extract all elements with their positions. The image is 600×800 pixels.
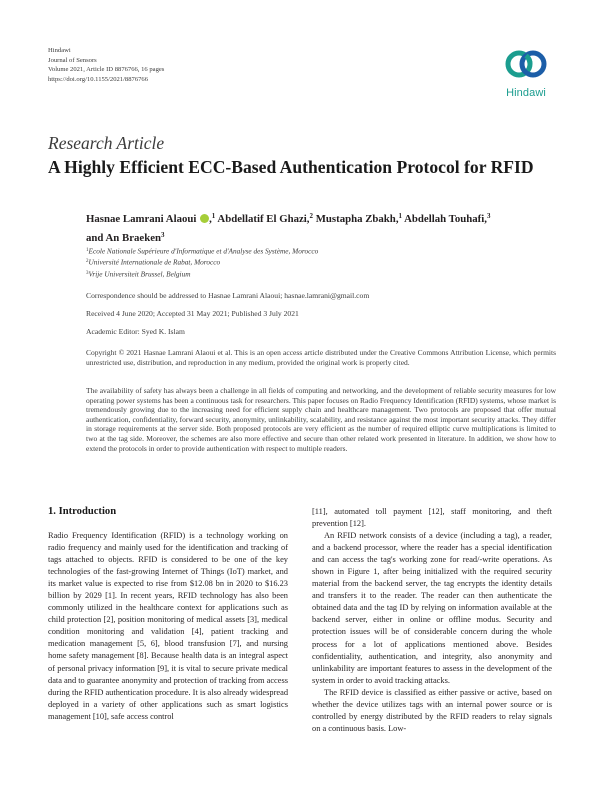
affiliation-item: $^2$Université Internationale de Rabat, Morocco <box>86 257 221 267</box>
abstract: The availability of safety has always been a challenge in all fields of computing and networking, and the development of reliable security measures for low operating power systems has been a continuous task for researchers. This paper focuses on Radio Frequency Identification (RFID) systems, whose market is tremendously growing due to the increasing need for efficient supply chain and healthcare management. Two protocols are proposed that offer mutual authentication, confidentiality, forward security, anonymity, unlinkability, scalability, and resistance against the most important security attacks. They differ in storage requirements at the server side. Both proposed protocols are very efficient as the number of required elliptic curve multiplications is limited to two at the tag side. Moreover, the schemes are also more effective and secure than other related work presented in literature. In addition, we show how to extend the protocols in order to provide authentication with respect to multiple readers. <box>86 386 556 453</box>
left-column <box>48 530 288 723</box>
correspondence-note: Correspondence should be addressed to Hasnae Lamrani Alaoui; hasnae.lamrani@gmail.com <box>86 291 370 300</box>
publisher-name: Hindawi <box>48 47 71 54</box>
orcid-icon[interactable] <box>200 214 209 223</box>
paragraph: The RFID device is classified as either passive or active, based on whether the device utilizes tags with an internal power source or is controlled by energy distributed by the RFID readers to relay signals on a continuous basis. Low- <box>312 687 552 733</box>
journal-name: Journal of Sensors <box>48 56 97 64</box>
section-heading-introduction: 1. Introduction <box>48 506 117 517</box>
affiliation-item: $^3$Vrije Universiteit Brussel, Belgium <box>86 269 191 279</box>
paragraph: An RFID network consists of a device (including a tag), a reader, and a backend processor, where the reader has a special identification and can access the tag's working zone for read/-write operations. As shown in Figure 1, after being initialized with the required security material from the backend server, the tag encrypts the identity details and transfers it to the reader. The reader can then authenticate the obtained data and the tag ID by relying on information available at the backend server, either in online or offline modus. Security and protection issues will be of considerable concern during the whole process for a lot of applications mentioned above. Besides confidentiality, authentication, and integrity, also anonymity and unlinkability are important features to assess in the development of the system in order to avoid tracking attacks. <box>312 531 552 685</box>
article-title: A Highly Efficient ECC-Based Authentication Protocol for RFID <box>48 157 534 177</box>
journal-meta <box>48 46 164 84</box>
hindawi-logo-icon <box>503 42 549 86</box>
publication-dates: Received 4 June 2020; Accepted 31 May 2021; Published 3 July 2021 <box>86 309 299 318</box>
logo-wordmark: Hindawi <box>506 87 546 99</box>
copyright-notice: Copyright © 2021 Hasnae Lamrani Alaoui et al. This is an open access article distributed under the Creative Commons Attribution License, which permits unrestricted use, distribution, and reproduction in any medium, provided the original work is properly cited. <box>86 348 556 367</box>
author-list: Hasnae Lamrani Alaoui ,$^1$ Abdellatif El Ghazi,$^2$ Mustapha Zbakh,$^1$ Abdellah Touhafi,$^3$ and An Braeken$^3$ <box>86 212 491 244</box>
volume-info: Volume 2021, Article ID 8876766, 16 pages <box>48 66 165 74</box>
author-name[interactable]: and An Braeken <box>86 232 161 244</box>
paragraph: Radio Frequency Identification (RFID) is a technology working on radio frequency and mainly used for the identification and tracking of tags attached to objects. RFID is considered to be one of the key technologies of the fast-growing Internet of Things (IoT) market, and its market value is expected to rise from $12.08 bn in 2020 to $16.23 billion by 2029 [1]. In recent years, RFID technology has also been commonly utilized in the healthcare context for applications such as child protection [2], position monitoring of medical assets [3], medical condition monitoring and validation [4], patient tracking and medication management [5, 6], blood transfusion [7], and nursing home safety management [8]. Because health data is an integral aspect of personal privacy information [9], it is vital to secure private medical data and to guarantee anonymity and protection of tracking from access during the RFID authentication procedure. It is also already widespread deployed in a variety of other applications such as smart logistics management [10], safe access control <box>48 531 289 721</box>
affiliations <box>86 246 318 280</box>
author-name[interactable]: Abdellatif El Ghazi, <box>217 213 310 225</box>
doi-link[interactable]: https://doi.org/10.1155/2021/8876766 <box>48 75 149 83</box>
author-name[interactable]: Abdellah Touhafi, <box>404 213 487 225</box>
affiliation-item: $^1$Ecole Nationale Supérieure d'Informatique et d'Analyse des Système, Morocco <box>86 246 319 256</box>
paragraph: [11], automated toll payment [12], staff monitoring, and theft prevention [12]. <box>312 507 552 529</box>
academic-editor: Academic Editor: Syed K. Islam <box>86 327 185 336</box>
article-type: Research Article <box>48 133 165 153</box>
right-column <box>312 506 552 735</box>
author-name[interactable]: Mustapha Zbakh, <box>315 213 399 225</box>
author-name[interactable]: Hasnae Lamrani Alaoui <box>86 213 197 225</box>
hindawi-logo <box>496 42 556 104</box>
